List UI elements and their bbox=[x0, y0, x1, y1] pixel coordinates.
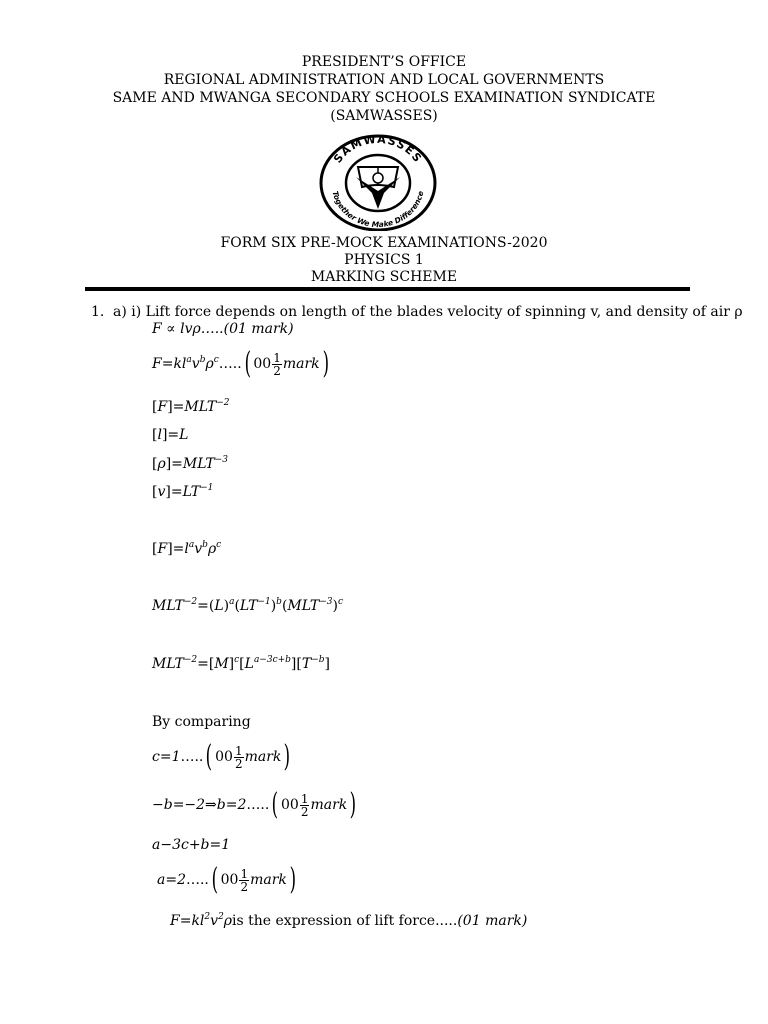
solution-b: −b=−2⇒b=2…..( 00 $\frac{1}{2}$ mark) bbox=[152, 787, 357, 822]
logo-bottom-text: Together We Make Difference bbox=[330, 190, 426, 230]
solution-c: c=1…..( 00 $\frac{1}{2}$ mark) bbox=[152, 739, 291, 774]
logo-top-text: SAMWASSES bbox=[331, 132, 425, 166]
dimension-F: $[F]=MLT^{-2}$ bbox=[152, 398, 230, 415]
header-line-3: SAME AND MWANGA SECONDARY SCHOOLS EXAMINATION SYNDICATE bbox=[112, 90, 656, 106]
divider bbox=[85, 287, 690, 291]
dimension-l: [l]=L bbox=[152, 427, 189, 443]
proportional-relation: F ∝ lvρ…..(01 mark) bbox=[152, 321, 294, 337]
header-line-2: REGIONAL ADMINISTRATION AND LOCAL GOVERNMENTS bbox=[163, 72, 605, 88]
question-number: 1. bbox=[91, 304, 105, 320]
header-line-4: (SAMWASSES) bbox=[330, 108, 438, 124]
svg-text:SAMWASSES bbox=[331, 133, 425, 166]
header-line-1: PRESIDENT’S OFFICE bbox=[301, 54, 467, 70]
question-intro: a) i) Lift force depends on length of the blades velocity of spinning v, and density of air ρ bbox=[113, 304, 743, 320]
doc-type: MARKING SCHEME bbox=[310, 269, 458, 285]
samwasses-logo bbox=[318, 131, 438, 231]
final-expression: $F=kl^2v^2\rho is$ the expression of lift force.....(01 mark) bbox=[170, 912, 528, 929]
dimension-substitution: $MLT^{-2}=(L)^a(LT^{-1})^b(MLT^{-3})^c$ bbox=[152, 597, 344, 614]
dimension-equation: $[F]=l^av^b\rho^c$ bbox=[152, 540, 222, 557]
solution-a: a=2…..( 00 $\frac{1}{2}$ mark) bbox=[157, 862, 296, 897]
equation-general-form: $F=kl^av^b\rho^c\dots$..( 00 $\frac{1}{2}$ mark) bbox=[152, 346, 329, 381]
dimension-rho: $[\rho]=MLT^{-3}$ bbox=[152, 455, 229, 472]
dimension-v: $[v]=LT^{-1}$ bbox=[152, 483, 214, 500]
by-comparing-label: By comparing bbox=[152, 714, 251, 730]
exam-title: FORM SIX PRE-MOCK EXAMINATIONS-2020 bbox=[220, 235, 548, 251]
solution-exponent-sum: a−3c+b=1 bbox=[152, 837, 231, 853]
subject-title: PHYSICS 1 bbox=[344, 252, 424, 268]
dimension-grouped: $MLT^{-2}=[M]^c[L^{a-3c+b}][T^{-b}]$ bbox=[152, 655, 330, 672]
